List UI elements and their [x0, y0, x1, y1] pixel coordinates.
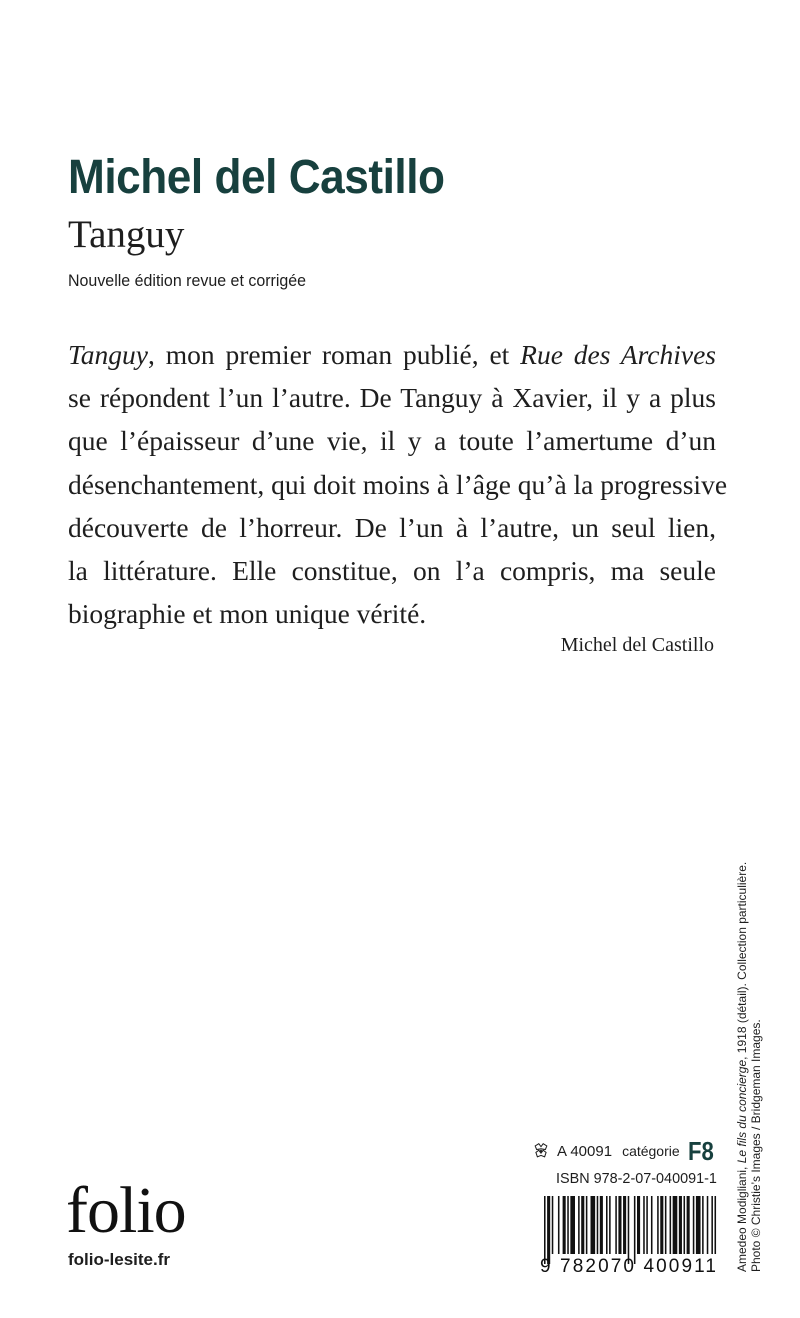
barcode-bar — [684, 1196, 686, 1254]
author-name: Michel del Castillo — [68, 151, 445, 204]
blurb-line — [68, 376, 716, 419]
barcode-bar — [563, 1196, 566, 1254]
image-credit — [735, 852, 763, 1272]
image-credit-line-1: Amedeo Modigliani, Le fils du concierge, 1918 (détail). Collection particulière. — [735, 861, 749, 1272]
blurb-text-run: , mon premier roman publié, et — [147, 339, 521, 370]
blurb-signature: Michel del Castillo — [560, 634, 714, 656]
barcode-bar — [544, 1196, 546, 1264]
barcode-bar — [665, 1196, 667, 1254]
catalog-code: A 40091 — [557, 1142, 613, 1160]
folio-logo: folio — [66, 1174, 186, 1247]
barcode-bar — [643, 1196, 645, 1254]
barcode-bar — [558, 1196, 560, 1254]
barcode-bar — [679, 1196, 682, 1254]
gallimard-mark-icon — [533, 1140, 549, 1162]
barcode-bar — [628, 1196, 630, 1264]
barcode-bar — [637, 1196, 640, 1254]
blurb-text-run: biographie et mon unique vérité. — [68, 598, 427, 630]
barcode-bar — [702, 1196, 704, 1254]
barcode-bar — [651, 1196, 653, 1254]
barcode-bar — [570, 1196, 575, 1254]
blurb-text-run: se répondent l’un l’autre. De Tanguy à Xavier, il y a plus — [68, 382, 716, 414]
blurb-text — [68, 333, 728, 635]
price-category: F8 — [687, 1135, 714, 1166]
barcode — [540, 1196, 720, 1274]
blurb-line — [68, 333, 716, 376]
barcode-bar — [634, 1196, 636, 1264]
blurb-line — [68, 506, 716, 549]
blurb-line — [68, 549, 716, 592]
blurb-line — [68, 419, 716, 462]
barcode-bar — [657, 1196, 659, 1254]
barcode-bar — [670, 1196, 672, 1254]
barcode-bar — [673, 1196, 678, 1254]
barcode-bar — [547, 1196, 550, 1264]
barcode-bar — [581, 1196, 584, 1254]
blurb-text-run: désenchantement, qui doit moins à l’âge qu’à la progressive — [68, 468, 728, 500]
barcode-bar — [578, 1196, 580, 1254]
barcode-bar — [609, 1196, 611, 1254]
barcode-bar — [660, 1196, 663, 1254]
isbn: ISBN 978-2-07-040091-1 — [556, 1170, 717, 1187]
barcode-bar — [567, 1196, 569, 1254]
barcode-bar — [606, 1196, 608, 1254]
blurb-text-run: que l’épaisseur d’une vie, il y a toute l’amertume d’un — [68, 425, 716, 457]
barcode-bar — [552, 1196, 554, 1254]
catalog-info-row — [533, 1136, 718, 1166]
barcode-bar — [646, 1196, 648, 1254]
blurb-text-run: découverte de l’horreur. De l’un à l’autre, un seul lien, — [68, 511, 716, 543]
barcode-bar — [600, 1196, 603, 1254]
barcode-bar — [687, 1196, 690, 1254]
website-link[interactable]: folio-lesite.fr — [68, 1250, 171, 1269]
barcode-bar — [711, 1196, 713, 1254]
barcode-bar — [623, 1196, 626, 1254]
barcode-bar — [597, 1196, 599, 1254]
blurb-text-run: la littérature. Elle constitue, on l’a compris, ma seule — [68, 555, 716, 587]
barcode-bar — [707, 1196, 709, 1254]
book-title: Tanguy — [68, 213, 185, 256]
barcode-bar — [591, 1196, 596, 1254]
edition-note: Nouvelle édition revue et corrigée — [68, 271, 307, 290]
barcode-bar — [615, 1196, 617, 1254]
barcode-bar — [693, 1196, 695, 1254]
blurb-line — [68, 463, 728, 506]
barcode-bar — [715, 1196, 717, 1254]
blurb-italic-title: Tanguy — [68, 339, 148, 370]
blurb-italic-title: Rue des Archives — [520, 339, 716, 370]
image-credit-line-2: Photo © Christie’s Images / Bridgeman Images. — [749, 1019, 763, 1272]
barcode-digits: 9 782070 400911 — [540, 1256, 716, 1274]
blurb-line — [68, 592, 716, 635]
barcode-bar — [696, 1196, 701, 1254]
category-label: catégorie — [622, 1143, 680, 1159]
barcode-bar — [586, 1196, 588, 1254]
barcode-bar — [618, 1196, 621, 1254]
